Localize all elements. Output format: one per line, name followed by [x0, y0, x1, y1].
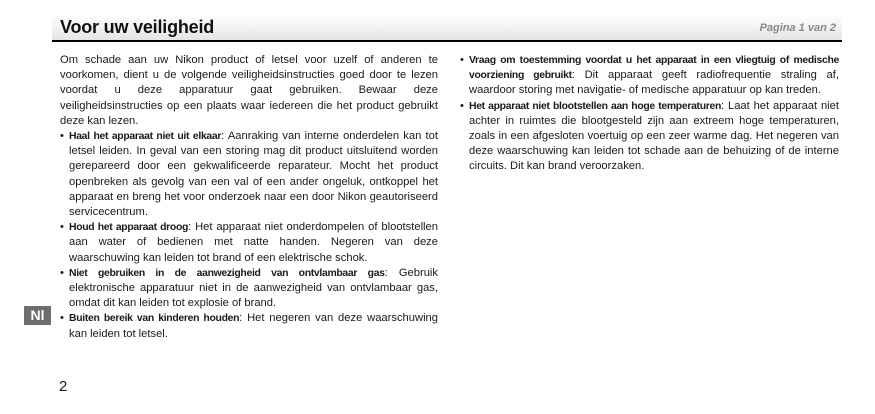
- safety-item-text: : Het negeren van deze waarschuwing kan leiden tot letsel.: [69, 312, 439, 340]
- intro-paragraph: Om schade aan uw Nikon product of letsel voor uzelf of anderen te voorkomen, dient u de volgende veiligheidsinstructies goed door te lezen voordat u deze apparatuur gaat gebruiken. Bewaar deze veiligheidsinstructies op een plaats waar iedereen die het product gebruikt deze kan lezen.: [60, 54, 438, 127]
- safety-item-heading: Vraag om toestemming voordat u het apparaat in een vliegtuig of medische voorziening gebruikt: [469, 55, 839, 82]
- safety-item-text: : Gebruik elektronische apparatuur niet in de aanwezigheid van ontvlambaar gas, omdat dit kan leiden tot explosie of brand.: [69, 266, 438, 310]
- right-safety-list: [460, 53, 839, 175]
- safety-item-text: : Laat het apparaat niet achter in ruimtes die blootgesteld zijn aan extreem hoge temperaturen, zoals in een afgesloten voertuig op een zeer warme dag. Het negeren van deze waarschuwing kan leiden tot schade aan de behuizing of de interne circuits. Dit kan brand veroorzaken.: [469, 99, 839, 173]
- page-title: Voor uw veiligheid: [60, 17, 215, 37]
- right-column: [460, 53, 839, 175]
- bullet-icon: •: [60, 266, 64, 279]
- safety-item-text: : Aanraking van interne onderdelen kan tot letsel leiden. In geval van een storing mag dit product uitsluitend worden gerepareerd door een gekwalificeerde reparateur. Mocht het product openbreken als gevolg van een val of een ander ongeluk, ontkoppel het apparaat en breng het voor onderzoek naar een door Nikon geautoriseerd servicecentrum.: [69, 130, 438, 219]
- page-indicator: Pagina 1 van 2: [759, 22, 836, 34]
- page-header: [52, 15, 842, 42]
- safety-item-aircraft-medical: [460, 53, 839, 99]
- bullet-icon: •: [460, 99, 464, 112]
- left-safety-list: [60, 129, 438, 342]
- bullet-icon: •: [460, 54, 464, 66]
- safety-item-heading: Niet gebruiken in de aanwezigheid van ontvlambaar gas: [69, 267, 385, 279]
- safety-item-heading: Haal het apparaat niet uit elkaar: [69, 131, 222, 143]
- bullet-icon: •: [60, 221, 64, 234]
- safety-item-heading: Buiten bereik van kinderen houden: [69, 313, 240, 325]
- safety-item-flammable-gas: [60, 266, 438, 312]
- language-tab: Nl: [24, 306, 51, 325]
- safety-item-heading: Houd het apparaat droog: [69, 222, 189, 234]
- safety-item-dry: [60, 220, 438, 266]
- page-number: 2: [59, 378, 68, 395]
- safety-item-high-temperature: [460, 99, 839, 175]
- bullet-icon: •: [60, 312, 64, 325]
- safety-item-children: [60, 311, 438, 341]
- safety-item-heading: Het apparaat niet blootstellen aan hoge temperaturen: [469, 100, 722, 112]
- safety-item-text: : Het apparaat niet onderdompelen of blootstellen aan water of bedienen met natte handen. Negeren van deze waarschuwing kan leiden tot brand of een elektrische schok.: [69, 221, 438, 264]
- safety-item-disassemble: [60, 129, 438, 220]
- left-column: [60, 53, 438, 342]
- safety-item-text: : Dit apparaat geeft radiofrequentie straling af, waardoor storing met navigatie- of medische apparatuur op kan treden.: [469, 69, 839, 97]
- bullet-icon: •: [60, 130, 64, 143]
